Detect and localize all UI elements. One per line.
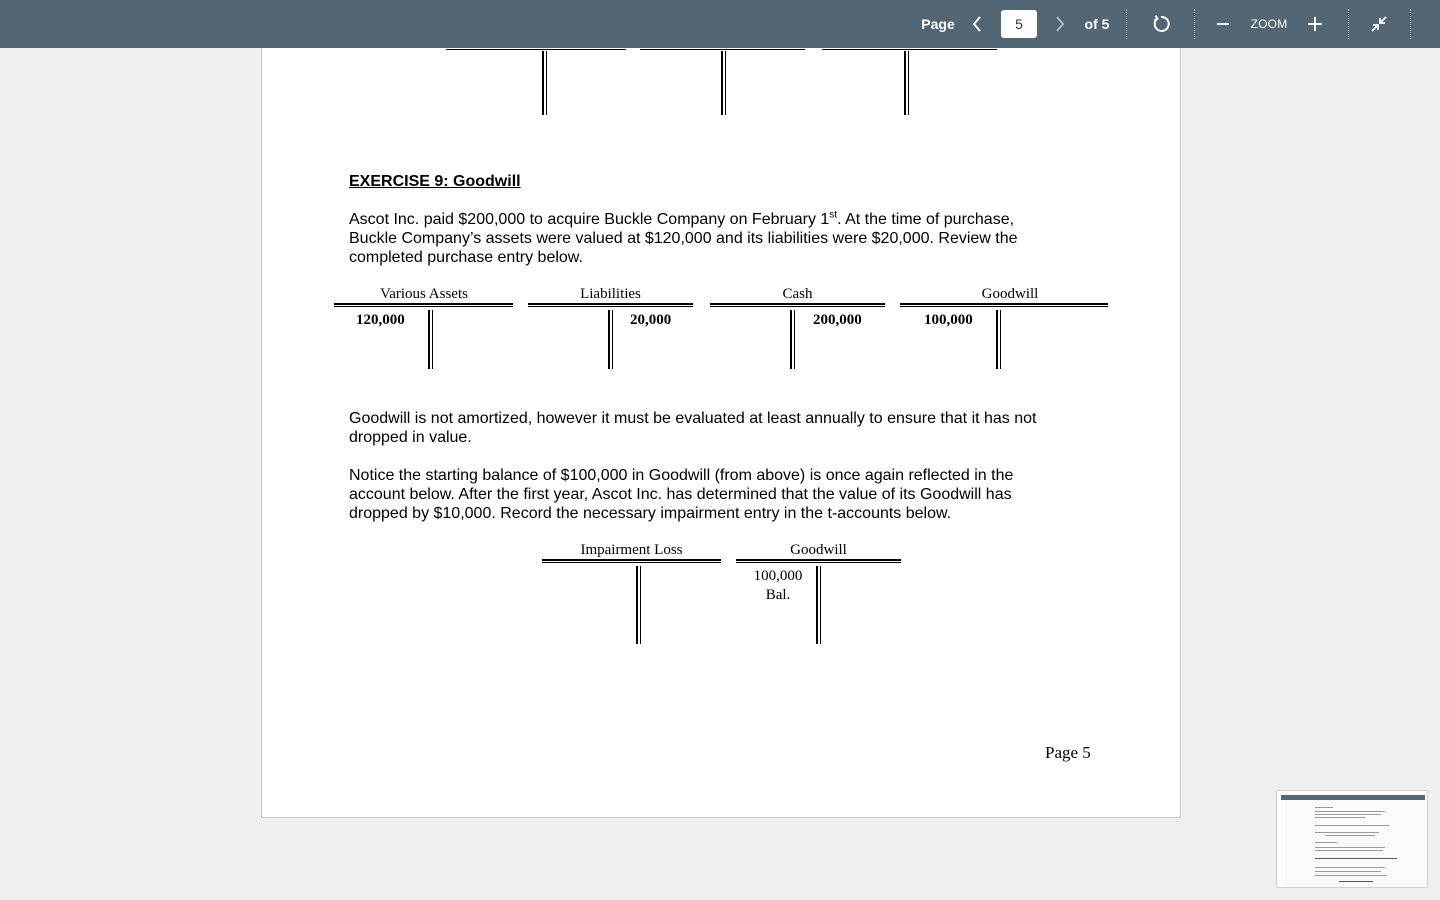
exercise-heading: EXERCISE 9: Goodwill [349, 173, 521, 190]
t-account-top-line [736, 559, 901, 563]
amortization-line-2: dropped in value. [349, 429, 472, 446]
impairment-line-2: account below. After the first year, Ascot Inc. has determined that the value of its Goodwill has [349, 486, 1012, 503]
intro-line-3: completed purchase entry below. [349, 249, 583, 266]
minus-icon [1216, 17, 1230, 31]
zoom-out-button[interactable] [1212, 0, 1234, 48]
thumbnail-toolbar [1281, 795, 1425, 800]
amortization-line-1: Goodwill is not amortized, however it must be evaluated at least annually to ensure that it has not [349, 410, 1037, 427]
t-account-top-line [334, 303, 513, 307]
t-account-debit-value: 120,000 [356, 312, 405, 328]
impairment-paragraph [349, 466, 1129, 523]
intro-line-1: Ascot Inc. paid $200,000 to acquire Buckle Company on February 1st. At the time of purchase, [349, 209, 1015, 228]
t-account-title: Liabilities [580, 286, 641, 302]
plus-icon [1307, 16, 1323, 32]
t-account-top-line [542, 559, 721, 563]
amortization-paragraph [349, 409, 1129, 447]
collapse-icon [1370, 15, 1388, 33]
impairment-line-3: dropped by $10,000. Record the necessary impairment entry in the t-accounts below. [349, 505, 952, 522]
toolbar-divider [1194, 9, 1195, 39]
t-account-top-line [900, 303, 1108, 307]
chevron-right-icon [1054, 15, 1066, 33]
toolbar-divider [1126, 9, 1127, 39]
t-account-credit-value: 200,000 [813, 312, 862, 328]
t-account-divider [428, 310, 433, 369]
document-page [261, 48, 1181, 818]
previous-page-button[interactable] [966, 0, 988, 48]
goodwill-balance [748, 567, 808, 605]
t-account-title: Various Assets [380, 286, 468, 302]
t-account-debit-value: 100,000 [753, 568, 803, 584]
t-account-divider [721, 51, 726, 115]
intro-line-2: Buckle Company’s assets were valued at $120,000 and its liabilities were $20,000. Review the [349, 230, 1018, 247]
t-account-divider [636, 566, 641, 644]
t-account-debit-value: 100,000 [924, 312, 973, 328]
impairment-line-1: Notice the starting balance of $100,000 in Goodwill (from above) is once again reflected in the [349, 467, 1014, 484]
t-account-top-line [710, 303, 885, 307]
t-account-credit-value: 20,000 [630, 312, 672, 328]
t-account-top-line [528, 303, 693, 307]
thumbnail-preview [1281, 795, 1425, 885]
t-account-divider [996, 310, 1001, 369]
rotate-icon [1151, 14, 1171, 34]
page-count-label: of 5 [1084, 16, 1110, 32]
zoom-label: ZOOM [1250, 17, 1288, 31]
exit-fullscreen-button[interactable] [1366, 0, 1392, 48]
page-footer: Page 5 [1045, 743, 1091, 762]
viewer-toolbar [0, 0, 1440, 48]
page-thumbnail[interactable] [1276, 790, 1428, 888]
toolbar-divider [1410, 9, 1411, 39]
page-number-input[interactable] [1001, 10, 1037, 38]
intro-paragraph [349, 210, 1109, 267]
chevron-left-icon [971, 15, 983, 33]
zoom-in-button[interactable] [1304, 0, 1326, 48]
t-account-title: Goodwill [981, 286, 1039, 302]
t-account-title: Impairment Loss [580, 542, 683, 558]
t-account-divider [542, 51, 547, 115]
t-account-divider [904, 51, 909, 115]
next-page-button[interactable] [1049, 0, 1071, 48]
t-account-divider [816, 566, 821, 644]
t-account-divider [790, 310, 795, 369]
balance-label: Bal. [765, 587, 791, 603]
t-account-divider [608, 310, 613, 369]
rotate-button[interactable] [1148, 0, 1174, 48]
t-account-title: Goodwill [790, 542, 847, 558]
t-account-title: Cash [782, 286, 813, 302]
page-label: Page [921, 16, 955, 32]
toolbar-divider [1348, 9, 1349, 39]
